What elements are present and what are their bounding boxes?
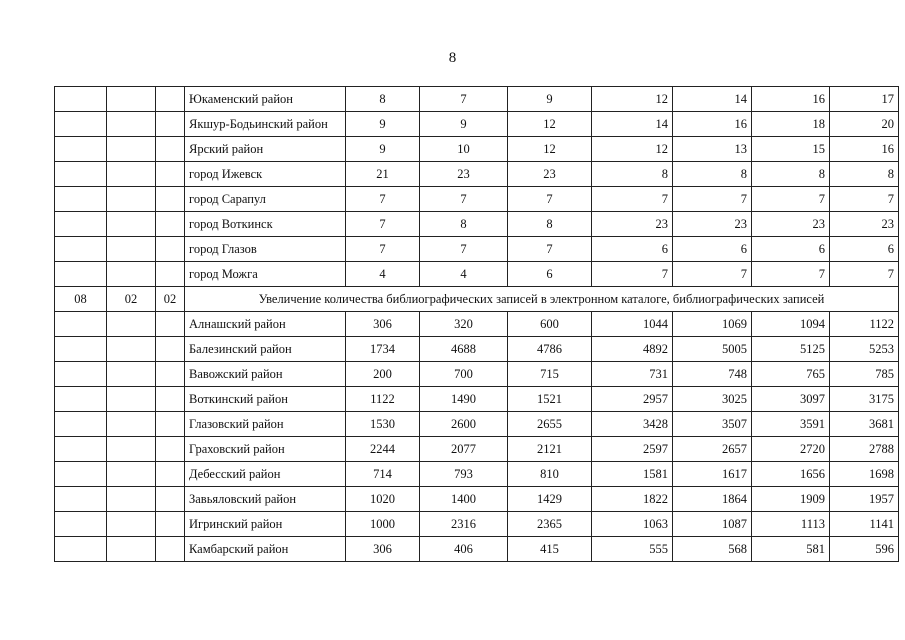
value-cell: 6 [830, 237, 899, 262]
value-cell: 20 [830, 112, 899, 137]
value-cell: 23 [508, 162, 592, 187]
district-name: Балезинский район [185, 337, 346, 362]
value-cell: 785 [830, 362, 899, 387]
value-cell: 23 [752, 212, 830, 237]
district-name: Завьяловский район [185, 487, 346, 512]
code-cell-empty [107, 262, 156, 287]
value-cell: 12 [592, 137, 673, 162]
table-row [55, 312, 899, 337]
code-cell-empty [156, 387, 185, 412]
value-cell: 10 [420, 137, 508, 162]
value-cell: 2655 [508, 412, 592, 437]
value-cell: 12 [508, 112, 592, 137]
value-cell: 7 [508, 187, 592, 212]
page-number: 8 [448, 50, 457, 66]
value-cell: 2316 [420, 512, 508, 537]
value-cell: 8 [420, 212, 508, 237]
value-cell: 12 [508, 137, 592, 162]
section-row [55, 287, 899, 312]
value-cell: 2600 [420, 412, 508, 437]
value-cell: 700 [420, 362, 508, 387]
value-cell: 5253 [830, 337, 899, 362]
value-cell: 1957 [830, 487, 899, 512]
value-cell: 9 [508, 87, 592, 112]
district-name: Камбарский район [185, 537, 346, 562]
value-cell: 1656 [752, 462, 830, 487]
value-cell: 3681 [830, 412, 899, 437]
table-row [55, 362, 899, 387]
value-cell: 7 [830, 187, 899, 212]
code-cell-empty [107, 412, 156, 437]
code-cell-empty [107, 187, 156, 212]
value-cell: 13 [673, 137, 752, 162]
value-cell: 9 [346, 112, 420, 137]
table-row [55, 137, 899, 162]
code-cell-empty [55, 537, 107, 562]
code-cell-empty [156, 162, 185, 187]
value-cell: 3175 [830, 387, 899, 412]
district-name: Вавожский район [185, 362, 346, 387]
table-row [55, 162, 899, 187]
district-name: Юкаменский район [185, 87, 346, 112]
value-cell: 3025 [673, 387, 752, 412]
table-row [55, 237, 899, 262]
value-cell: 7 [592, 262, 673, 287]
code-cell-empty [55, 437, 107, 462]
value-cell: 581 [752, 537, 830, 562]
code-cell-empty [156, 512, 185, 537]
code-cell-empty [55, 237, 107, 262]
value-cell: 1000 [346, 512, 420, 537]
code-cell-empty [55, 337, 107, 362]
value-cell: 1063 [592, 512, 673, 537]
value-cell: 8 [592, 162, 673, 187]
district-name: город Можга [185, 262, 346, 287]
value-cell: 1400 [420, 487, 508, 512]
value-cell: 2720 [752, 437, 830, 462]
value-cell: 1113 [752, 512, 830, 537]
value-cell: 9 [420, 112, 508, 137]
value-cell: 1864 [673, 487, 752, 512]
value-cell: 21 [346, 162, 420, 187]
district-name: город Сарапул [185, 187, 346, 212]
value-cell: 8 [752, 162, 830, 187]
value-cell: 14 [673, 87, 752, 112]
value-cell: 3428 [592, 412, 673, 437]
code-cell-empty [156, 362, 185, 387]
section-code: 08 [55, 287, 107, 312]
value-cell: 4688 [420, 337, 508, 362]
code-cell-empty [55, 387, 107, 412]
value-cell: 7 [346, 212, 420, 237]
value-cell: 810 [508, 462, 592, 487]
code-cell-empty [55, 137, 107, 162]
code-cell-empty [156, 212, 185, 237]
value-cell: 7 [420, 237, 508, 262]
value-cell: 6 [592, 237, 673, 262]
value-cell: 406 [420, 537, 508, 562]
value-cell: 7 [830, 262, 899, 287]
section-code: 02 [107, 287, 156, 312]
value-cell: 1087 [673, 512, 752, 537]
code-cell-empty [156, 462, 185, 487]
value-cell: 16 [673, 112, 752, 137]
value-cell: 7 [420, 187, 508, 212]
value-cell: 7 [752, 262, 830, 287]
table-row [55, 337, 899, 362]
value-cell: 1122 [830, 312, 899, 337]
code-cell-empty [156, 87, 185, 112]
value-cell: 8 [673, 162, 752, 187]
district-name: Алнашский район [185, 312, 346, 337]
value-cell: 1734 [346, 337, 420, 362]
district-name: Ярский район [185, 137, 346, 162]
code-cell-empty [107, 137, 156, 162]
code-cell-empty [55, 512, 107, 537]
value-cell: 748 [673, 362, 752, 387]
code-cell-empty [156, 437, 185, 462]
value-cell: 731 [592, 362, 673, 387]
value-cell: 23 [673, 212, 752, 237]
code-cell-empty [55, 87, 107, 112]
code-cell-empty [156, 412, 185, 437]
value-cell: 1069 [673, 312, 752, 337]
value-cell: 3507 [673, 412, 752, 437]
district-name: город Ижевск [185, 162, 346, 187]
code-cell-empty [156, 112, 185, 137]
value-cell: 793 [420, 462, 508, 487]
code-cell-empty [156, 237, 185, 262]
code-cell-empty [107, 387, 156, 412]
value-cell: 17 [830, 87, 899, 112]
code-cell-empty [107, 212, 156, 237]
value-cell: 7 [420, 87, 508, 112]
table-row [55, 487, 899, 512]
code-cell-empty [107, 487, 156, 512]
value-cell: 7 [752, 187, 830, 212]
value-cell: 3591 [752, 412, 830, 437]
value-cell: 15 [752, 137, 830, 162]
code-cell-empty [55, 487, 107, 512]
table-row [55, 412, 899, 437]
code-cell-empty [107, 237, 156, 262]
value-cell: 568 [673, 537, 752, 562]
value-cell: 9 [346, 137, 420, 162]
code-cell-empty [156, 537, 185, 562]
code-cell-empty [156, 337, 185, 362]
code-cell-empty [107, 337, 156, 362]
table-row [55, 187, 899, 212]
value-cell: 7 [508, 237, 592, 262]
value-cell: 7 [346, 187, 420, 212]
table-row [55, 512, 899, 537]
value-cell: 4 [420, 262, 508, 287]
value-cell: 7 [673, 187, 752, 212]
value-cell: 23 [420, 162, 508, 187]
code-cell-empty [55, 162, 107, 187]
code-cell-empty [156, 137, 185, 162]
code-cell-empty [107, 112, 156, 137]
district-name: Дебесский район [185, 462, 346, 487]
value-cell: 2077 [420, 437, 508, 462]
value-cell: 4892 [592, 337, 673, 362]
value-cell: 2957 [592, 387, 673, 412]
value-cell: 16 [752, 87, 830, 112]
value-cell: 415 [508, 537, 592, 562]
value-cell: 596 [830, 537, 899, 562]
table-row [55, 262, 899, 287]
value-cell: 7 [673, 262, 752, 287]
value-cell: 1094 [752, 312, 830, 337]
code-cell-empty [107, 87, 156, 112]
code-cell-empty [55, 262, 107, 287]
value-cell: 23 [830, 212, 899, 237]
value-cell: 8 [830, 162, 899, 187]
value-cell: 2365 [508, 512, 592, 537]
value-cell: 6 [752, 237, 830, 262]
code-cell-empty [55, 187, 107, 212]
value-cell: 1617 [673, 462, 752, 487]
value-cell: 14 [592, 112, 673, 137]
value-cell: 23 [592, 212, 673, 237]
code-cell-empty [55, 412, 107, 437]
value-cell: 2657 [673, 437, 752, 462]
value-cell: 1044 [592, 312, 673, 337]
district-name: Граховский район [185, 437, 346, 462]
value-cell: 16 [830, 137, 899, 162]
value-cell: 306 [346, 537, 420, 562]
code-cell-empty [55, 112, 107, 137]
value-cell: 200 [346, 362, 420, 387]
value-cell: 600 [508, 312, 592, 337]
code-cell-empty [55, 362, 107, 387]
value-cell: 2597 [592, 437, 673, 462]
value-cell: 1822 [592, 487, 673, 512]
code-cell-empty [107, 437, 156, 462]
table-row [55, 112, 899, 137]
code-cell-empty [55, 212, 107, 237]
value-cell: 1429 [508, 487, 592, 512]
table-row [55, 437, 899, 462]
code-cell-empty [156, 187, 185, 212]
table-row [55, 387, 899, 412]
value-cell: 4 [346, 262, 420, 287]
district-name: Игринский район [185, 512, 346, 537]
district-name: Глазовский район [185, 412, 346, 437]
value-cell: 1909 [752, 487, 830, 512]
table-row [55, 462, 899, 487]
code-cell-empty [107, 362, 156, 387]
code-cell-empty [107, 537, 156, 562]
value-cell: 6 [673, 237, 752, 262]
value-cell: 18 [752, 112, 830, 137]
value-cell: 12 [592, 87, 673, 112]
value-cell: 5125 [752, 337, 830, 362]
code-cell-empty [107, 512, 156, 537]
value-cell: 1521 [508, 387, 592, 412]
value-cell: 8 [508, 212, 592, 237]
value-cell: 6 [508, 262, 592, 287]
code-cell-empty [156, 487, 185, 512]
table-row [55, 87, 899, 112]
value-cell: 2788 [830, 437, 899, 462]
value-cell: 4786 [508, 337, 592, 362]
value-cell: 2121 [508, 437, 592, 462]
data-table [54, 86, 899, 562]
value-cell: 1141 [830, 512, 899, 537]
value-cell: 1530 [346, 412, 420, 437]
district-name: Якшур-Бодьинский район [185, 112, 346, 137]
district-name: Воткинский район [185, 387, 346, 412]
value-cell: 2244 [346, 437, 420, 462]
value-cell: 715 [508, 362, 592, 387]
section-code: 02 [156, 287, 185, 312]
code-cell-empty [107, 162, 156, 187]
district-name: город Воткинск [185, 212, 346, 237]
code-cell-empty [55, 462, 107, 487]
code-cell-empty [156, 262, 185, 287]
value-cell: 555 [592, 537, 673, 562]
value-cell: 3097 [752, 387, 830, 412]
code-cell-empty [107, 462, 156, 487]
value-cell: 765 [752, 362, 830, 387]
code-cell-empty [107, 312, 156, 337]
value-cell: 1581 [592, 462, 673, 487]
value-cell: 306 [346, 312, 420, 337]
value-cell: 7 [346, 237, 420, 262]
value-cell: 1698 [830, 462, 899, 487]
value-cell: 8 [346, 87, 420, 112]
district-name: город Глазов [185, 237, 346, 262]
code-cell-empty [156, 312, 185, 337]
code-cell-empty [55, 312, 107, 337]
value-cell: 1490 [420, 387, 508, 412]
table-row [55, 212, 899, 237]
section-description: Увеличение количества библиографических записей в электронном каталоге, библиографических записей [185, 287, 899, 312]
value-cell: 5005 [673, 337, 752, 362]
value-cell: 1122 [346, 387, 420, 412]
value-cell: 7 [592, 187, 673, 212]
value-cell: 1020 [346, 487, 420, 512]
table-row [55, 537, 899, 562]
value-cell: 714 [346, 462, 420, 487]
value-cell: 320 [420, 312, 508, 337]
